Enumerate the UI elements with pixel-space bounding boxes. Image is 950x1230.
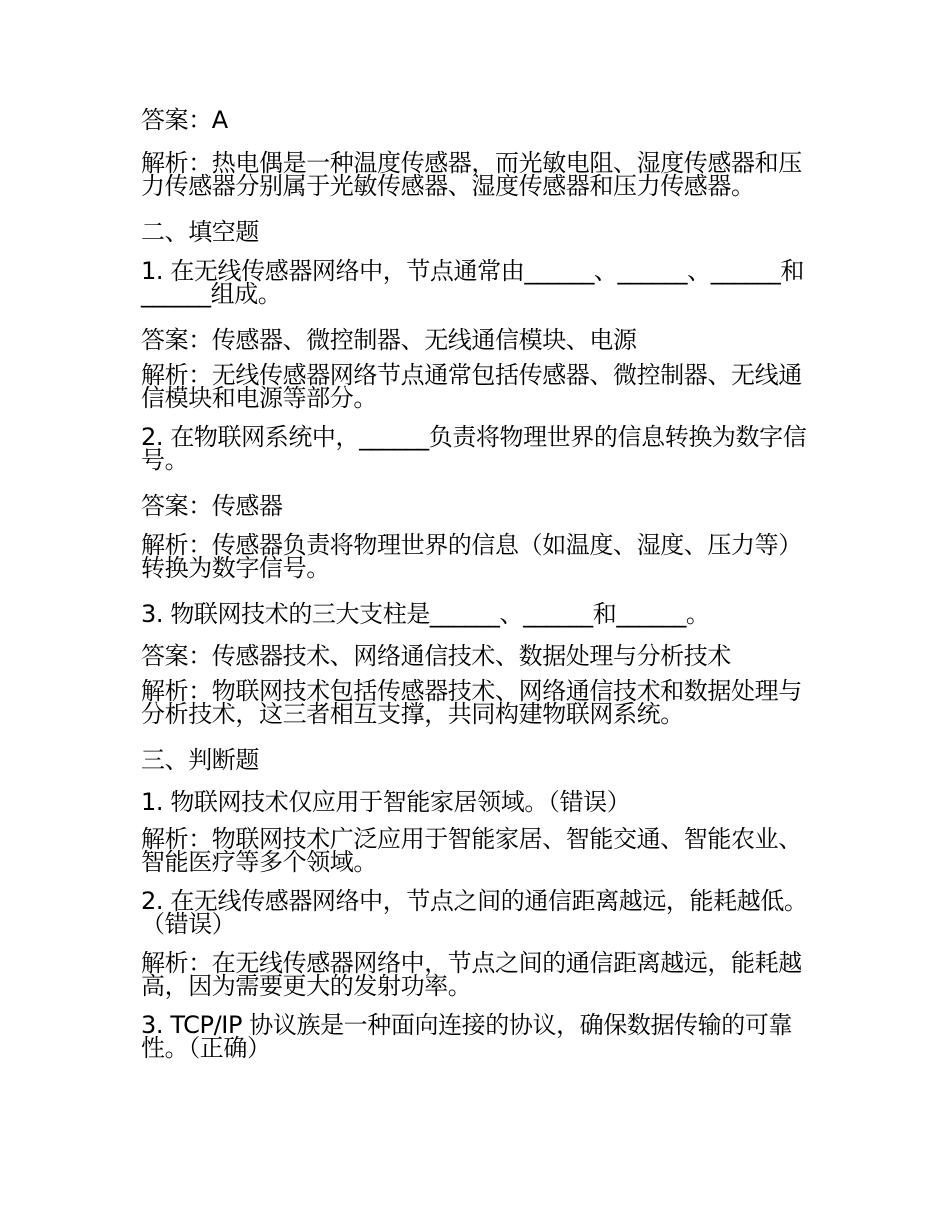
explanation-paragraph: 解析：无线传感器网络节点通常包括传感器、微控制器、无线通信模块和电源等部分。 — [141, 361, 802, 412]
judgement-statement: 1. 物联网技术仅应用于智能家居领域。（错误） — [141, 788, 631, 816]
answer-line: 答案：传感器、微控制器、无线通信模块、电源 — [141, 326, 637, 354]
explanation-paragraph: 解析：物联网技术包括传感器技术、网络通信技术和数据处理与分析技术，这三者相互支撑，共同构建物联网系统。 — [141, 677, 802, 728]
judgement-statement: 2. 在无线传感器网络中，节点之间的通信距离越远，能耗越低。（错误） — [141, 887, 808, 938]
explanation-paragraph: 解析：传感器负责将物理世界的信息（如温度、湿度、压力等）转换为数字信号。 — [141, 531, 802, 582]
question-paragraph: 3. 物联网技术的三大支柱是______、______和______。 — [141, 600, 710, 628]
question-paragraph: 1. 在无线传感器网络中，节点通常由______、______、______和______组成。 — [141, 257, 804, 308]
answer-line: 答案：传感器技术、网络通信技术、数据处理与分析技术 — [141, 642, 731, 670]
answer-line: 答案：A — [141, 106, 228, 134]
judgement-statement: 3. TCP/IP 协议族是一种面向连接的协议，确保数据传输的可靠性。（正确） — [141, 1011, 793, 1062]
explanation-paragraph: 解析：物联网技术广泛应用于智能家居、智能交通、智能农业、智能医疗等多个领域。 — [141, 825, 802, 876]
answer-line: 答案：传感器 — [141, 492, 283, 520]
section-heading: 三、判断题 — [141, 746, 259, 774]
section-heading: 二、填空题 — [141, 218, 259, 246]
question-paragraph: 2. 在物联网系统中，______负责将物理世界的信息转换为数字信号。 — [141, 423, 807, 474]
explanation-paragraph: 解析：热电偶是一种温度传感器，而光敏电阻、湿度传感器和压力传感器分别属于光敏传感器、湿度传感器和压力传感器。 — [141, 149, 802, 200]
document-page — [141, 102, 813, 1076]
explanation-paragraph: 解析：在无线传感器网络中，节点之间的通信距离越远，能耗越高，因为需要更大的发射功率。 — [141, 949, 802, 1000]
